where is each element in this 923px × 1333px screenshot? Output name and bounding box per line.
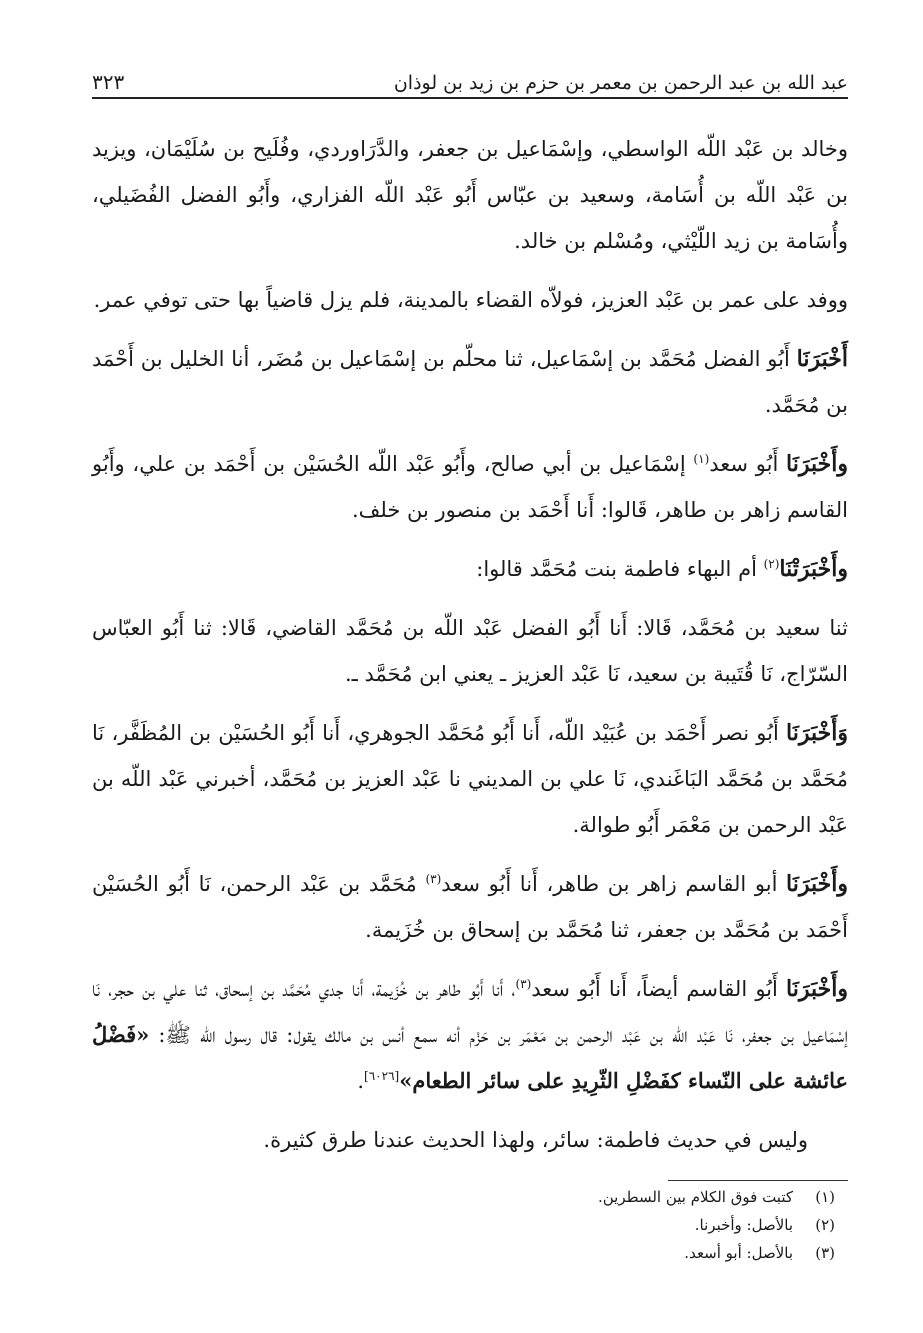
hadith-number: [٦٠٢٦] <box>364 1069 400 1083</box>
paragraph: ثنا سعيد بن مُحَمَّد، قَالا: أَنا أَبُو الفضل عَبْد اللّه بن مُحَمَّد القاضي، قَالا: ثنا أَبُو العبّاس السّرّاج، نَا قُتَيبة بن سعيد، نَا عَبْد العزيز ـ يعني ابن مُحَمَّد ـ. <box>92 616 848 686</box>
isnad-lead: وأَخْبَرَنَا <box>786 976 848 1002</box>
paragraph: وأَخْبَرَنَا أبو القاسم زاهر بن طاهر، أَنا أَبُو سعد$^{(٣)}$ مُحَمَّد بن عَبْد الرحمن، نَا أَبُو الحُسَيْن أَحْمَد بن مُحَمَّد بن جعفر، ثنا مُحَمَّد بن إسحاق بن خُزَيمة. <box>92 871 848 942</box>
isnad-lead: وأَخْبَرَتْنَا <box>779 556 848 582</box>
running-header <box>92 58 848 94</box>
footnote: (١) كتبت فوق الكلام بين السطرين. <box>598 1188 835 1206</box>
paragraph: أَخْبَرَنَا أَبُو الفضل مُحَمَّد بن إسْمَاعيل، ثنا محلّم بن إسْمَاعيل بن مُضَر، أنا الخليل بن أَحْمَد بن مُحَمَّد. <box>92 346 848 417</box>
footnote: (٣) بالأصل: أبو أسعد. <box>684 1244 835 1262</box>
paragraph: وَأَخْبَرَنَا أَبُو نصر أَحْمَد بن عُبَيْد اللّه، أَنا أَبُو مُحَمَّد الجوهري، أَنا أَبُو الحُسَيْن بن المُظَفَّر، نَا مُحَمَّد بن مُحَمَّد البَاغَندي، نَا علي بن المديني نا عَبْد العزيز بن مُحَمَّد، أخبرني عَبْد اللّه بن عَبْد الرحمن بن مَعْمَر أَبُو طوالة. <box>92 720 848 837</box>
isnad-lead: وَأَخْبَرَنَا <box>786 720 848 746</box>
paragraph: وخالد بن عَبْد اللّه الواسطي، وإسْمَاعيل بن جعفر، والدَّرَاوردي، وفُلَيح بن سُلَيْمَان، ويزيد بن عَبْد اللّه بن أُسَامة، وسعيد بن عبّاس أَبُو عَبْد اللّه الفزاري، وأَبُو الفضل الفُضَيلي، وأُسَامة بن زيد اللّيْثي، ومُسْلم بن خالد. <box>92 137 848 253</box>
isnad-lead: وأَخْبَرَنَا <box>786 451 848 477</box>
footnote-rule <box>668 1180 848 1181</box>
footnote: (٢) بالأصل: وأخبرنا. <box>694 1216 835 1234</box>
header-rule <box>92 97 848 99</box>
footnote-ref: (٣) <box>515 977 532 991</box>
isnad-lead: وأَخْبَرَنَا <box>786 871 848 897</box>
footnote-ref: (١) <box>693 452 710 466</box>
page-number: ٣٢٣ <box>92 70 125 94</box>
paragraph: وليس في حديث فاطمة: سائر، ولهذا الحديث عندنا طرق كثيرة. <box>263 1128 808 1152</box>
main-text <box>92 126 848 1176</box>
footnote-ref: (٣) <box>425 872 442 886</box>
paragraph: وأَخْبَرَنَا أَبُو القاسم أيضاً، أَنا أَبُو سعد$^{(٣)}$، أَنا أَبُو طاهر بن خُزَيمة، أَنا جدي مُحَمَّد بن إسحاق، ثنا علي بن حجر، نَا إسْمَاعيل بن جعفر، نَا عَبْد اللّه بن عَبْد الرحمن بن مَعْمَر بن حَزْم أنه سمع أنس بن مالك يقول: قال رسول اللّه ﷺ: «فَضْلُ عائشة على النّساء كفَضْلِ الثّرِيدِ على سائر الطعام»[٦٠٢٦]. <box>92 976 848 1093</box>
footnotes <box>92 1183 835 1267</box>
paragraph: ووفد على عمر بن عَبْد العزيز، فولاّه القضاء بالمدينة، فلم يزل قاضياً بها حتى توفي عمر. <box>93 288 848 312</box>
isnad-lead: أَخْبَرَنَا <box>796 346 848 372</box>
footnote-ref: (٢) <box>763 557 780 571</box>
hadith-quote: «فَضْلُ عائشة على النّساء كفَضْلِ الثّرِيدِ على سائر الطعام» <box>92 1022 848 1093</box>
header-title: عبد الله بن عبد الرحمن بن معمر بن حزم بن زيد بن لوذان <box>393 72 848 94</box>
paragraph: وأَخْبَرَنَا أَبُو سعد$^{(١)}$ إسْمَاعيل بن أبي صالح، وأَبُو عَبْد اللّه الحُسَيْن بن أَحْمَد بن علي، وأَبُو القاسم زاهر بن طاهر، قَالوا: أَنا أَحْمَد بن منصور بن خلف. <box>92 451 848 522</box>
paragraph: وأَخْبَرَتْنَا$^{(٢)}$ أم البهاء فاطمة بنت مُحَمَّد قالوا: <box>476 556 848 582</box>
